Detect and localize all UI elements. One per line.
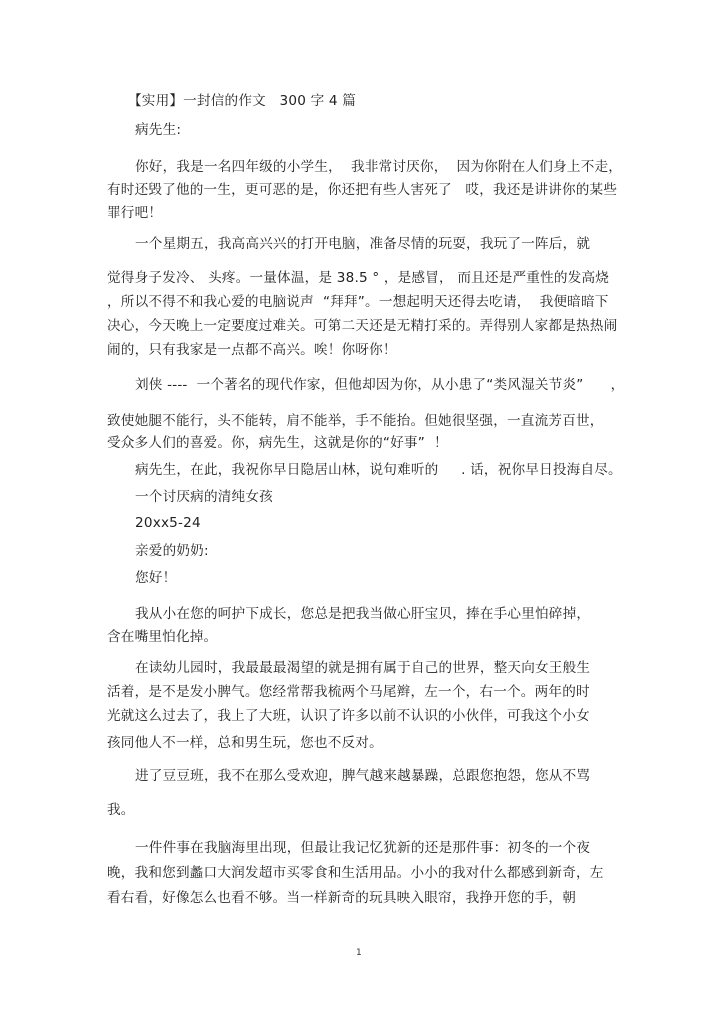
paragraph-line: 觉得身子发冷、 头疼。一量体温，是 38.5 ° ，是感冒， 而且还是严重性的发高烧 xyxy=(107,270,610,286)
paragraph-line: 在读幼儿园时，我最最最渴望的就是拥有属于自己的世界，整天向女王般生 xyxy=(135,660,591,676)
paragraph-line: 决心，今天晚上一定要度过难关。可第二天还是无精打采的。弄得别人家都是热热闹 xyxy=(107,318,618,334)
paragraph-line: 光就这么过去了，我上了大班，认识了许多以前不认识的小伙伴，可我这个小女 xyxy=(107,708,590,724)
salutation: 病先生: xyxy=(135,122,182,138)
signature: 一个讨厌病的清纯女孩 xyxy=(135,489,273,505)
paragraph-line: 含在嘴里怕化掉。 xyxy=(107,629,218,645)
paragraph-line: 你好，我是一名四年级的小学生， 我非常讨厌你， 因为你附在人们身上不走， xyxy=(135,159,623,175)
paragraph-line: ，所以不得不和我心爱的电脑说声 “拜拜”。一想起明天还得去吃请， 我便暗暗下 xyxy=(107,294,609,310)
paragraph-line: 晚，我和您到蠡口大润发超市买零食和生活用品。小小的我对什么都感到新奇，左 xyxy=(107,865,604,881)
paragraph-line: 病先生，在此，我祝你早日隐居山林，说句难听的 . 话，祝你早日投海自尽。 xyxy=(135,462,622,478)
paragraph-line: 我。 xyxy=(107,802,135,818)
paragraph-line: 一个星期五，我高高兴兴的打开电脑，准备尽情的玩耍，我玩了一阵后，就 xyxy=(135,236,591,252)
greeting: 您好！ xyxy=(135,570,177,586)
paragraph-line: 孩同他人不一样，总和男生玩，您也不反对。 xyxy=(107,735,383,751)
page-number: 1 xyxy=(356,948,362,958)
paragraph-line: 致使她腿不能行，头不能转，肩不能举，手不能抬。但她很坚强，一直流芳百世， xyxy=(107,413,604,429)
paragraph-line: 受众多人们的喜爱。你，病先生，这就是你的“好事” ！ xyxy=(107,435,448,451)
paragraph-line: 活着，是不是发小脾气。您经常帮我梳两个马尾辫，左一个，右一个。两年的时 xyxy=(107,684,590,700)
document-title: 【实用】一封信的作文 300 字 4 篇 xyxy=(128,93,357,109)
paragraph-line: 罪行吧！ xyxy=(107,205,163,221)
paragraph-line: 进了豆豆班，我不在那么受欢迎，脾气越来越暴躁，总跟您抱怨，您从不骂 xyxy=(135,768,591,784)
paragraph-line: 我从小在您的呵护下成长，您总是把我当做心肝宝贝，捧在手心里怕碎掉， xyxy=(135,606,591,622)
paragraph-line: 刘侠 ---- 一个著名的现代作家，但他却因为你，从小患了“类风湿关节炎” ， xyxy=(135,377,625,393)
paragraph-line: 有时还毁了他的一生，更可恶的是，你还把有些人害死了 哎，我还是讲讲你的某些 xyxy=(107,182,618,198)
date: 20xx5-24 xyxy=(135,515,201,531)
salutation: 亲爱的奶奶: xyxy=(135,543,209,559)
paragraph-line: 一件件事在我脑海里出现，但最让我记忆犹新的还是那件事：初冬的一个夜 xyxy=(135,840,591,856)
paragraph-line: 看右看，好像怎么也看不够。当一样新奇的玩具映入眼帘，我挣开您的手，朝 xyxy=(107,890,576,906)
paragraph-line: 闹的，只有我家是一点都不高兴。唉！你呀你！ xyxy=(107,342,397,358)
